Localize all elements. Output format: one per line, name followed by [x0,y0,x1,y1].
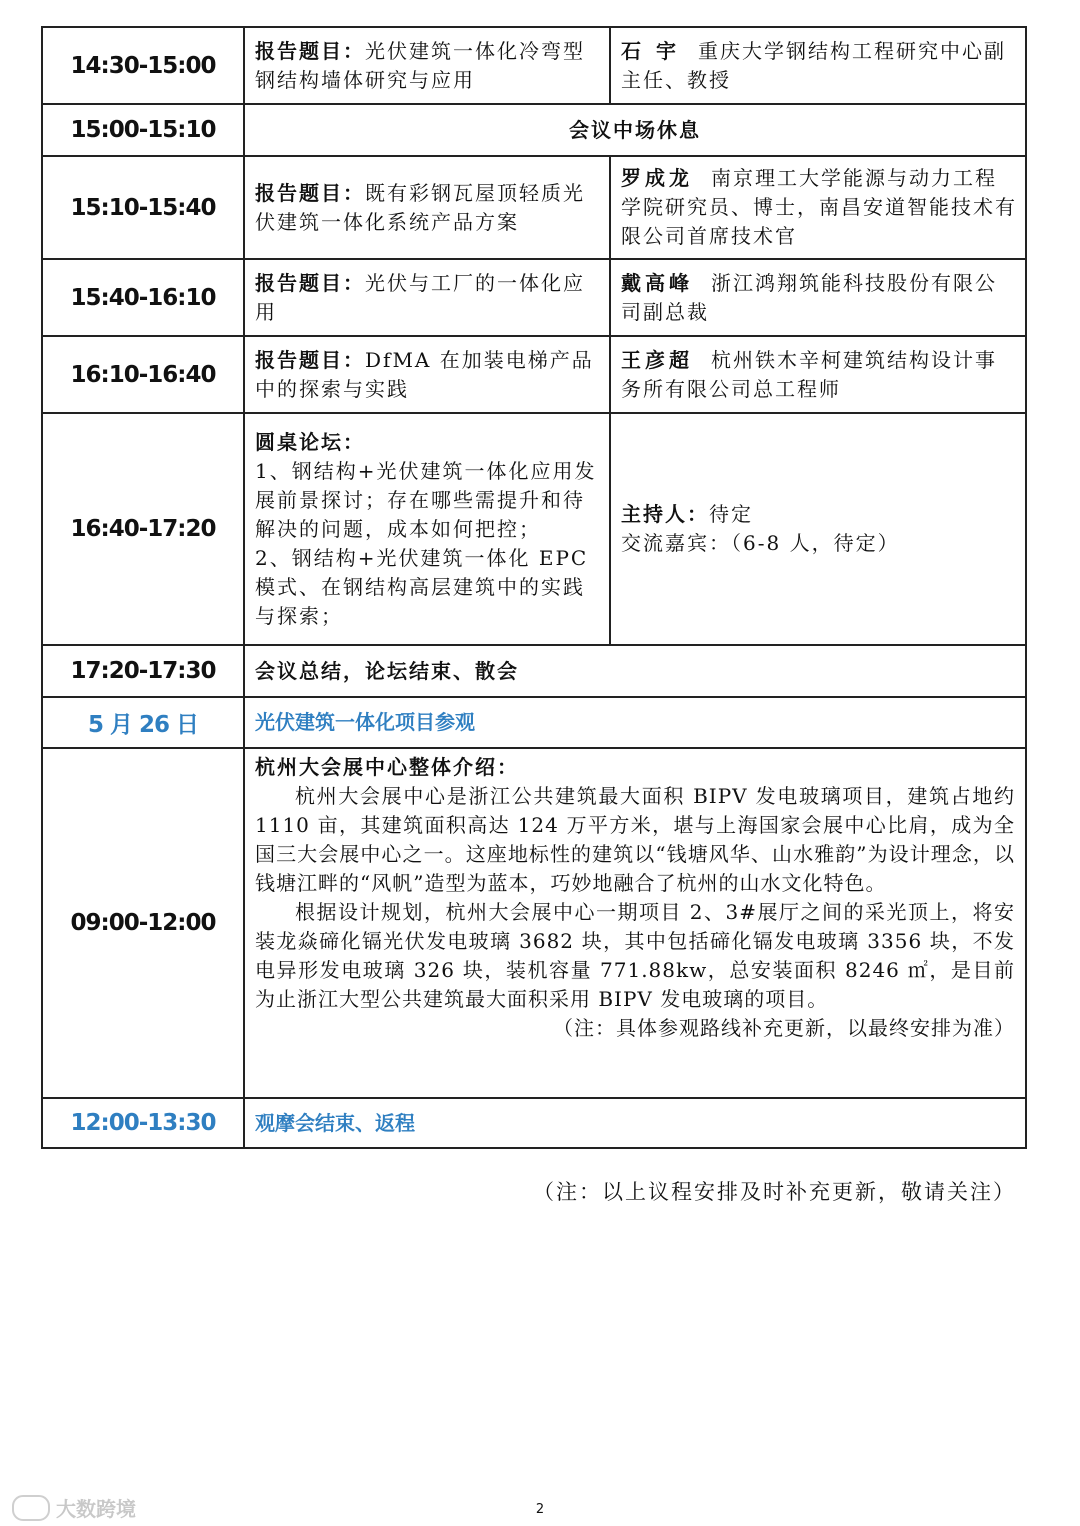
time-cell: 09:00-12:00 [42,748,244,1098]
agenda-row [42,645,1026,697]
closing-time: 12:00-13:30 [42,1098,244,1148]
agenda-row [42,748,1026,1098]
speaker-affiliation: 浙江鸿翔筑能科技股份有限公司副总裁 [621,270,997,324]
speaker-name: 罗成龙 [621,166,693,190]
closing-text: 观摩会结束、返程 [244,1098,1026,1148]
host-cell [610,413,1026,645]
forum-label: 圆桌论坛： [255,429,365,454]
speaker-name: 戴高峰 [621,270,693,295]
speaker-cell [610,27,1026,104]
guests-value: （6-8 人，待定） [731,531,900,555]
time-cell: 16:40-17:20 [42,413,244,645]
summary-cell: 会议总结，论坛结束、散会 [244,645,1026,697]
topic-label: 报告题目： [255,180,365,205]
guests-label: 交流嘉宾： [621,531,731,555]
forum-item: 2、钢结构+光伏建筑一体化 EPC 模式、在钢结构高层建筑中的实践与探索； [255,545,589,628]
time-cell: 16:10-16:40 [42,336,244,413]
day-header-row [42,697,1026,748]
time-cell: 15:40-16:10 [42,259,244,336]
speaker-affiliation: 杭州铁木辛柯建筑结构设计事务所有限公司总工程师 [621,347,997,401]
speaker-cell [610,156,1026,259]
speaker-name: 石 宇 [621,38,680,63]
time-cell: 17:20-17:30 [42,645,244,697]
topic-text: DfMA 在加装电梯产品中的探索与实践 [255,347,594,401]
time-cell: 15:00-15:10 [42,104,244,156]
forum-cell [244,413,610,645]
day-date: 5 月 26 日 [42,697,244,748]
host-value: 待定 [709,502,753,526]
speaker-cell [610,259,1026,336]
agenda-row [42,156,1026,259]
time-cell: 14:30-15:00 [42,27,244,104]
agenda-table [41,26,1027,1149]
topic-cell [244,336,610,413]
topic-label: 报告题目： [255,270,365,295]
page-number: 2 [535,1502,545,1517]
topic-text: 光伏与工厂的一体化应用 [255,270,585,324]
speaker-affiliation: 重庆大学钢结构工程研究中心副主任、教授 [621,38,1006,92]
watermark-text: 大数跨境 [56,1497,136,1521]
topic-label: 报告题目： [255,38,365,63]
agenda-row [42,336,1026,413]
host-line [621,500,1017,529]
forum-item: 1、钢结构+光伏建筑一体化应用发展前景探讨；存在哪些需提升和待解决的问题，成本如何把控； [255,458,597,541]
host-label: 主持人： [621,502,709,526]
agenda-row [42,104,1026,156]
closing-row [42,1098,1026,1148]
visit-cell [244,748,1026,1098]
time-cell: 15:10-15:40 [42,156,244,259]
topic-cell [244,27,610,104]
agenda-row [42,413,1026,645]
footnote: （注：以上议程安排及时补充更新，敬请关注） [533,1180,1016,1204]
speaker-affiliation: 南京理工大学能源与动力工程学院研究员、博士，南昌安道智能技术有限公司首席技术官 [621,166,1017,248]
day-title: 光伏建筑一体化项目参观 [244,697,1026,748]
topic-text: 光伏建筑一体化冷弯型钢结构墙体研究与应用 [255,38,585,92]
visit-paragraph: 根据设计规划，杭州大会展中心一期项目 2、3#展厅之间的采光顶上，将安装龙焱碲化镉光伏发电玻璃 3682 块，其中包括碲化镉发电玻璃 3356 块，不发电异形发电玻璃 326 块，装机容量 771.88kw，总安装面积 8246 ㎡，是目前为止浙江大型公共建筑最大面积采用 BIPV 发电玻璃的项目。 [255,900,1015,1011]
topic-label: 报告题目： [255,347,365,372]
topic-cell [244,156,610,259]
break-cell: 会议中场休息 [244,104,1026,156]
speaker-cell [610,336,1026,413]
visit-note: （注：具体参观路线补充更新，以最终安排为准） [553,1016,1015,1040]
agenda-row [42,27,1026,104]
visit-heading: 杭州大会展中心整体介绍： [255,755,519,779]
visit-paragraph: 杭州大会展中心是浙江公共建筑最大面积 BIPV 发电玻璃项目，建筑占地约 1110 亩，其建筑面积高达 124 万平方米，堪与上海国家会展中心比肩，成为全国三大会展中心之一。这座地标性的建筑以“钱塘风华、山水雅韵”为设计理念，以钱塘江畔的“风帆”造型为蓝本，巧妙地融合了杭州的山水文化特色。 [255,784,1015,895]
agenda-row [42,259,1026,336]
topic-text: 既有彩钢瓦屋顶轻质光伏建筑一体化系统产品方案 [255,180,585,234]
speaker-name: 王彦超 [621,347,693,372]
topic-cell [244,259,610,336]
guests-line [621,529,1017,558]
